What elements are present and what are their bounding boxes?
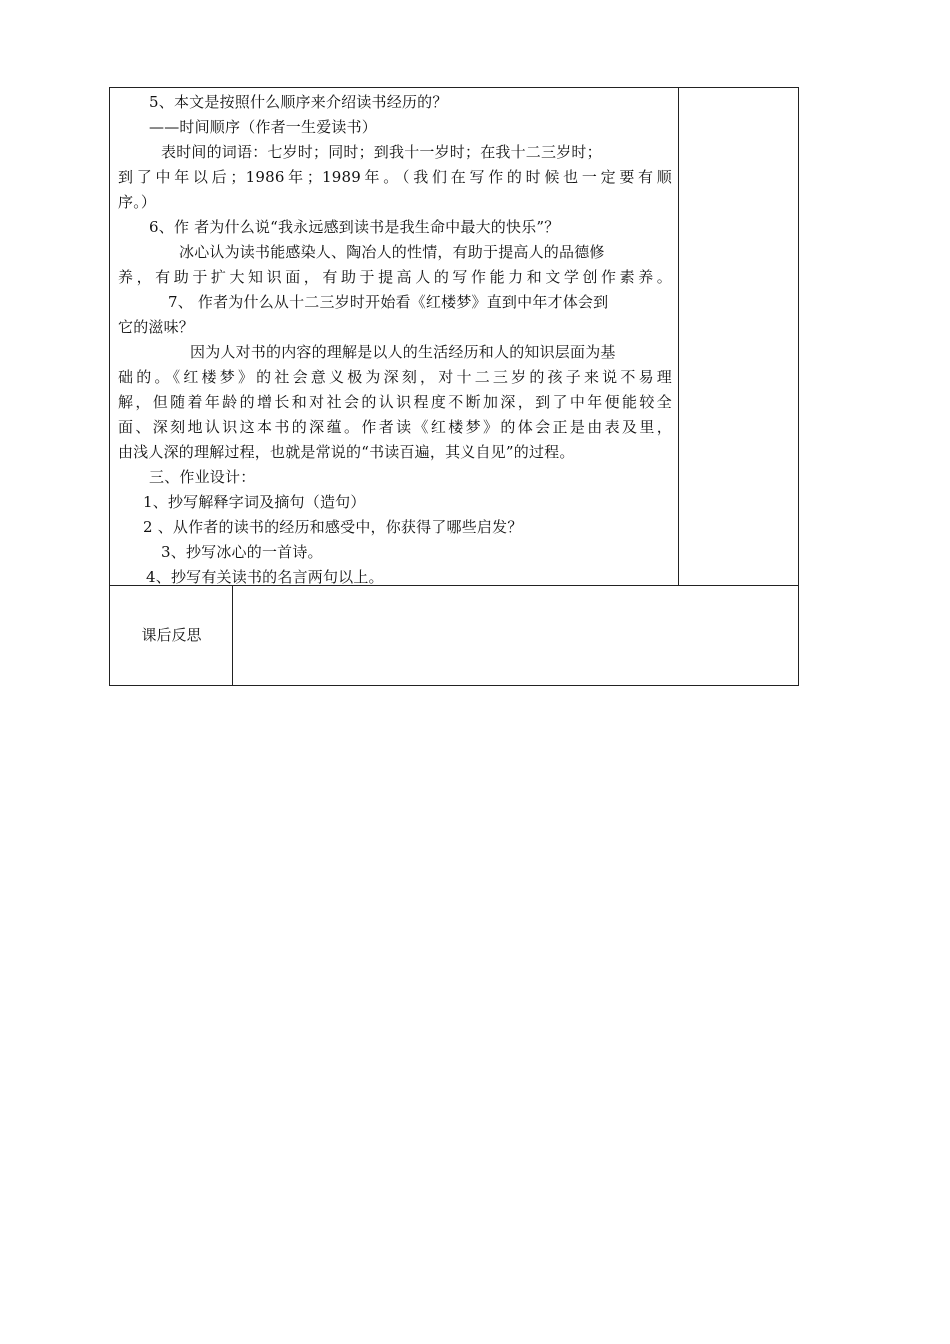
question-7-line-2: 它的滋味？: [118, 318, 195, 336]
question-6-line: 6、作 者为什么说“我永远感到读书是我生命中最大的快乐”？: [149, 218, 560, 236]
question-5-line: 5、本文是按照什么顺序来介绍读书经历的？: [149, 93, 448, 111]
lesson-table: [109, 87, 799, 686]
time-words-line-1: 表时间的词语：七岁时；同时；到我十一岁时；在我十二三岁时；: [161, 143, 602, 161]
time-words-line-3: 序。）: [118, 193, 157, 211]
reflection-label: 课后反思: [141, 626, 202, 644]
answer-7-line-4: 面、深刻地认识这本书的深蕴。作者读《红楼梦》的体会正是由表及里，: [118, 418, 672, 436]
answer-5-line: ——时间顺序（作者一生爱读书）: [149, 118, 378, 136]
question-7-line-1: 7、 作者为什么从十二三岁时开始看《红楼梦》直到中年才体会到: [168, 293, 609, 311]
homework-item-3: 3、抄写冰心的一首诗。: [161, 543, 323, 561]
answer-7-line-1: 因为人对书的内容的理解是以人的生活经历和人的知识层面为基: [190, 343, 616, 361]
homework-item-4: 4、抄写有关读书的名言两句以上。: [146, 568, 384, 586]
notes-cell: [679, 88, 798, 586]
lesson-content-cell: [110, 88, 679, 586]
homework-item-1: 1、抄写解释字词及摘句（造句）: [143, 493, 366, 511]
homework-item-2: 2 、从作者的读书的经历和感受中，你获得了哪些启发？: [143, 518, 523, 536]
reflection-content-cell: [233, 586, 798, 685]
homework-heading: 三、作业设计：: [149, 468, 256, 486]
reflection-label-cell: [110, 586, 233, 685]
answer-7-line-5: 由浅人深的理解过程，也就是常说的“书读百遍，其义自见”的过程。: [118, 443, 575, 461]
answer-6-line-2: 养，有助于扩大知识面，有助于提高人的写作能力和文学创作素养。: [118, 268, 672, 286]
answer-6-line-1: 冰心认为读书能感染人、陶冶人的性情，有助于提高人的品德修: [179, 243, 605, 261]
time-words-line-2: 到了中年以后；1986年；1989年。（我们在写作的时候也一定要有顺: [118, 168, 672, 186]
answer-7-line-3: 解，但随着年龄的增长和对社会的认识程度不断加深，到了中年便能较全: [118, 393, 672, 411]
answer-7-line-2: 础的。《红楼梦》的社会意义极为深刻，对十二三岁的孩子来说不易理: [118, 368, 672, 386]
